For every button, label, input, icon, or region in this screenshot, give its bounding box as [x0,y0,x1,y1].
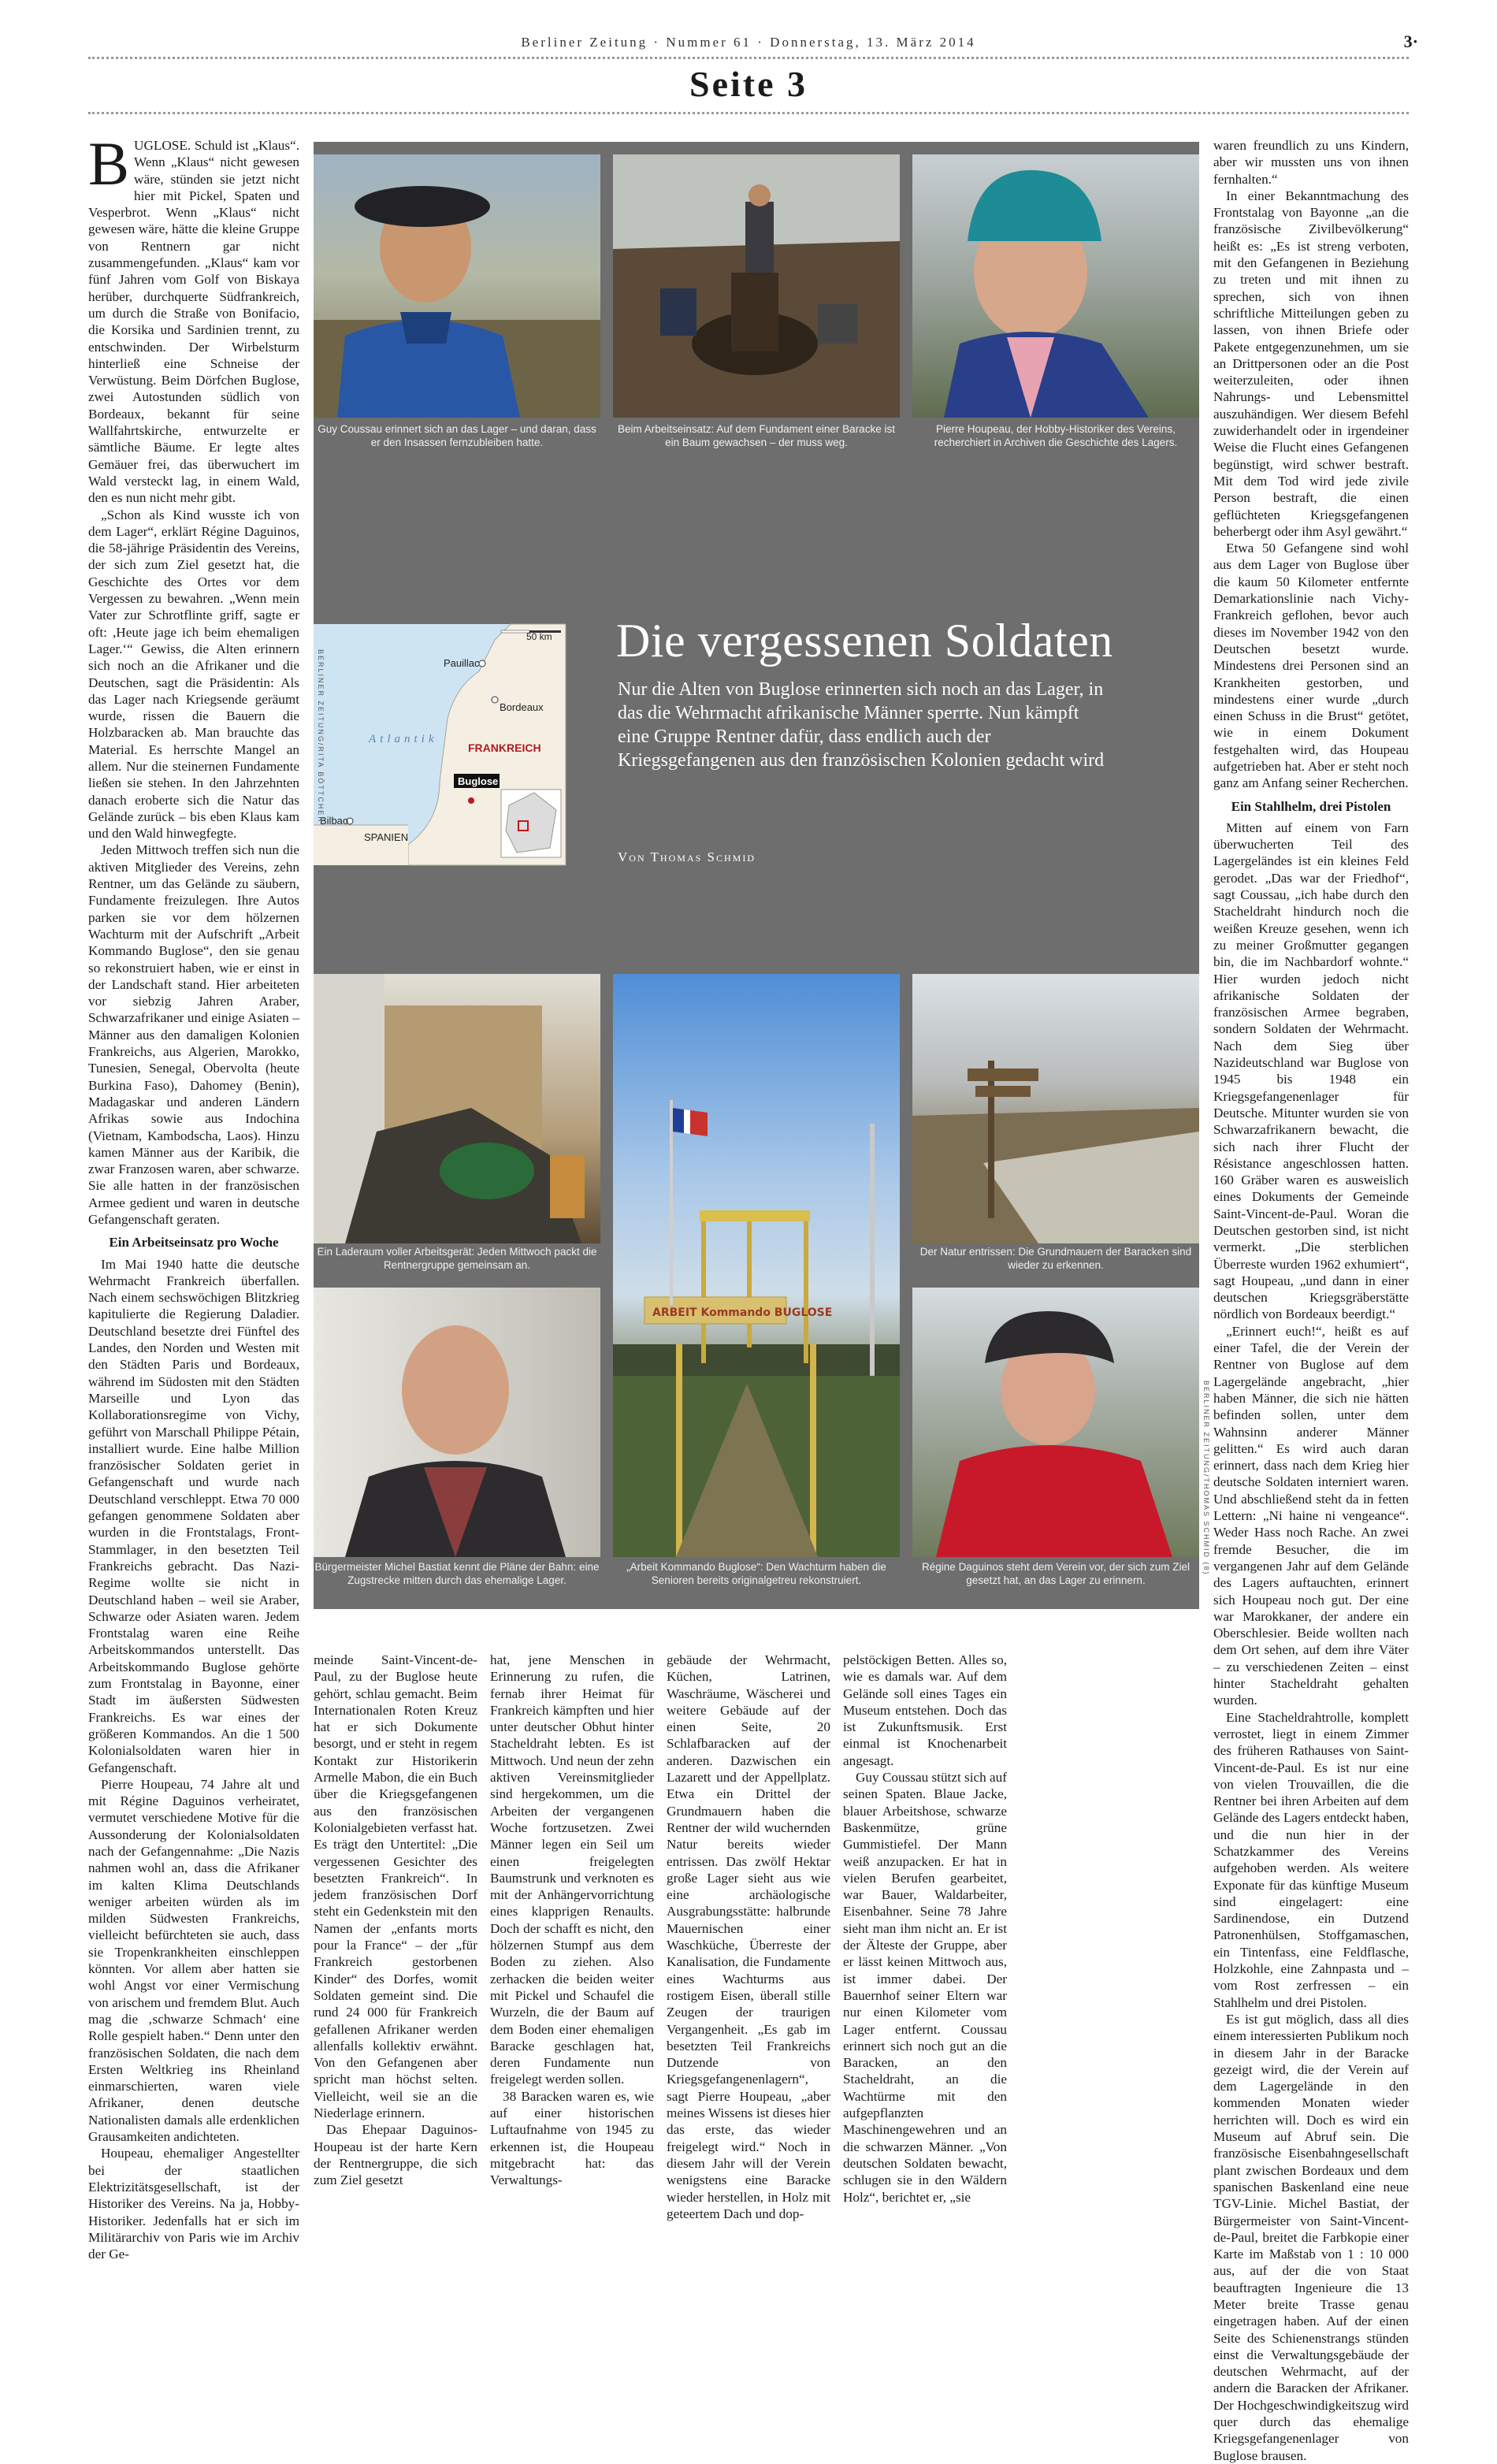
article-column-3: hat, jene Menschen in Erinnerung zu rufen, die fernab ihrer Heimat für Frankreich kämpften und hier unter deutscher Obhut hinter Stacheldraht lebten. Es ist Mittwoch. Und neun der zehn aktiven Vereinsmitglieder sind hergekommen, um die Arbeiten der vergangenen Woche fortzusetzen. Zwei Männer legen ein Seil um einen freigelegten Baumstrunk und verknoten es mit der Anhängervorrichtung eines klapprigen Renaults. Doch der schafft es nicht, den hölzernen Stumpf aus dem Boden zu ziehen. Also zerhacken die beiden weiter mit Pickel und Schaufel die Wurzeln, die der Baum auf dem Boden einer ehemaligen Baracke geschlagen hat, deren Fundamente nun freigelegt werden sollen. 38 Baracken waren es, wie auf einer historischen Luftaufnahme von 1945 zu erkennen ist, die Houpeau mitgebracht hat: das Verwaltungs- [490,1652,654,2188]
caption-photo-8: Régine Daguinos steht dem Verein vor, der sich zum Ziel gesetzt hat, an das Lager zu erinnern. [922,1561,1190,1586]
map-city-bordeaux: Bordeaux [500,701,544,713]
map-sea-label: Atlantik [369,733,438,745]
article-column-1: BUGLOSE. Schuld ist „Klaus“. Wenn „Klaus“ nicht gewesen wäre, stünden sie jetzt nicht hier mit Pickel, Spaten und Vesperbrot. Wenn „Klaus“ nicht gewesen wäre, hätte die kleine Gruppe von Rentnern gar nicht zusammengefunden. „Klaus“ kam vor fünf Jahren vom Golf von Biskaya herüber, durchquerte Südfrankreich, um durch die Straße von Bonifacio, die Korsika und Sardinien trennt, zu entschwinden. Der Wirbelsturm hinterließ eine Schneise der Verwüstung. Beim Dörfchen Buglose, zwei Autostunden südlich von Bordeaux, bekannt für seine Wallfahrtskirche, entwurzelte er sämtliche Bäume. Er legte altes Gemäuer frei, das überwuchert im Wald versteckt lag, in einem Wald, den es nun nicht mehr gibt. „Schon als Kind wusste ich von dem Lager“, erklärt Régine Daguinos, die 58-jährige Präsidentin des Vereins, der sich zum Ziel gesetzt hat, die Geschichte des Ortes vor dem Vergessen zu bewahren. „Wenn mein Vater zur Schrotflinte griff, sagte er oft: ,Heute jage ich beim ehemaligen Lager.‘“ Gewiss, die Alten erinnern sich noch an die Afrikaner und die Deutschen, sagt die Präsidentin: Als das Lager nach Kriegsende geräumt wurde, rissen die Bauern die Holzbaracken ab. Man brauchte das Material. Es herrschte Mangel an allem. Nur die steinernen Fundamente ließen sie stehen. In den Jahrzehnten danach eroberte sich die Natur das Gelände zurück – bis eben Klaus kam und den Wald hinwegfegte. Jeden Mittwoch treffen sich nun die aktiven Mitglieder des Vereins, zehn Rentner, um das Gelände zu säubern, Fundamente freizulegen. Ihre Autos parken sie vor dem hölzernen Wachturm mit der Aufschrift „Arbeit Kommando Buglose“, den sie genau so rekonstruiert haben, wie er einst in der Landschaft stand. Hier arbeiteten vor siebzig Jahren Araber, Schwarzafrikaner und einige Asiaten – Männer aus den damaligen Kolonien Frankreichs, aus Algerien, Marokko, Tunesien, Senegal, Obervolta (heute Burkina Faso), Dahomey (Benin), Madagaskar und anderen Ländern Afrikas sowie aus Indochina (Vietnam, Kambodscha, Laos). Hinzu kamen Männer aus der Karibik, die zwar Franzosen waren, aber schwarze. Sie alle hatten in der französischen Armee gedient und waren in deutsche Gefangenschaft geraten. Ein Arbeitseinsatz pro Woche Im Mai 1940 hatte die deutsche Wehrmacht Frankreich überfallen. Nach einem sechswöchigen Blitzkrieg kapitulierte die Regierung Daladier. Deutschland besetzte drei Fünftel des Landes, den Norden und Westen mit den Städten Paris und Bordeaux, während im Südosten mit den Städten Marseille und Lyon das Kollaborationsregime von Vichy, geführt von Marschall Philippe Pétain, installiert wurde. Eine halbe Million französischer Soldaten geriet in Gefangenschaft und wurde nach Deutschland verschleppt. Etwa 70 000 gefangen genommene Soldaten aber wurden in die Frontstalags, Front-Stammlager, in den besetzten Teil Frankreichs gebracht. Das Nazi-Regime wollte sie nicht in Deutschland haben – weil sie Araber, Schwarze oder Asiaten waren. Jedem Frontstalag waren eine Reihe Arbeitskommandos unterstellt. Das Arbeitskommando Buglose gehörte zum Frontstalag in Bayonne, einer Stadt im äußersten Südwesten Frankreichs. Es war eines der größeren Kommandos. An die 1 500 Kolonialsoldaten waren hier in Gefangenschaft. Pierre Houpeau, 74 Jahre alt und mit Régine Daguinos verheiratet, vermutet verschiedene Motive für die Aussonderung der Kolonialsoldaten nach der Gefangennahme: „Die Nazis nahmen wohl an, dass die Afrikaner im kalten Klima Deutschlands weniger arbeiten würden als im milden Südwesten Frankreichs, vielleicht befürchteten sie auch, dass sie Tropenkrankheiten einschleppen könnten. Vor allem aber hatten sie wohl Angst vor einer Vermischung von arischem und fremdem Blut. Auch mag die ‚schwarze Schmach‘ eine Rolle gespielt haben.“ Denn unter den französischen Soldaten, die nach dem Ersten Weltkrieg ins Rheinland einmarschierten, waren viele Afrikaner, denen deutsche Nationalisten damals alle erdenklichen Grausamkeiten andichteten. Houpeau, ehemaliger Angestellter bei der staatlichen Elektrizitätsgesellschaft, ist der Historiker des Vereins. Na ja, Hobby-Historiker. Jedenfalls hat er sich im Militärarchiv von Paris wie im Archiv der Ge- [88,129,299,2262]
caption-photo-3: Pierre Houpeau, der Hobby-Historiker des Vereins, recherchiert in Archiven die Geschichte des Lagers. [934,423,1178,448]
map-credit: BERLINER ZEITUNG/RITA BÖTTCHER [317,649,325,823]
subheading-arbeitseinsatz: Ein Arbeitseinsatz pro Woche [109,1235,279,1251]
subheading-stahlhelm: Ein Stahlhelm, drei Pistolen [1231,798,1391,814]
rule-dotted-bottom [88,112,1409,114]
caption-photo-2: Beim Arbeitseinsatz: Auf dem Fundament einer Baracke ist ein Baum gewachsen – der muss weg. [618,423,895,448]
map-frankreich [314,624,566,865]
caption-photo-1: Guy Coussau erinnert sich an das Lager – und daran, dass er den Insassen fernzubleiben hatte. [318,423,596,448]
photo-laderaum-art [314,974,600,1243]
photo-pierre-houpeau-art [912,154,1199,418]
feature-box [314,142,1199,976]
photo-laderaum [314,974,600,1243]
tower-sign: ARBEIT Kommando BUGLOSE [652,1306,833,1319]
caption-photo-7: Bürgermeister Michel Bastiat kennt die Pläne der Bahn: eine Zugstrecke mitten durch das ehemalige Lager. [314,1561,600,1586]
photo-buergermeister-art [314,1288,600,1557]
folio-line: Berliner Zeitung · Nummer 61 · Donnerstag, 13. März 2014 [521,35,976,50]
article-column-5: pelstöckigen Betten. Alles so, wie es damals war. Auf dem Gelände soll eines Tages ein Museum entstehen. Doch das ist Zukunftsmusik. Erst einmal ist Knochenarbeit angesagt. Guy Coussau stützt sich auf seinen Spaten. Blaue Jacke, blauer Arbeitshose, schwarze Baskenmütze, grüne Gummistiefel. Der Mann weiß anzupacken. Er hat in vielen Berufen gearbeitet, war Bauer, Waldarbeiter, Eisenbahner. Seine 78 Jahre sieht man ihm nicht an. Er ist der Älteste der Gruppe, aber er lässt keinen Mittwoch aus, ist immer dabei. Der Bauernhof seiner Eltern war nur einen Kilometer vom Lager entfernt. Coussau erinnert sich noch gut an die Baracken, an den Stacheldraht, an die Wachtürme mit den aufgepflanzten Maschinengewehren und an die schwarzen Männer. „Von deutschen Soldaten bewacht, schlugen sie in den Wäldern Holz“, berichtet er, „sie [843,1652,1007,2205]
photo-grundmauern [912,974,1199,1243]
article-column-6: waren freundlich zu uns Kindern, aber wir mussten uns von ihnen fernhalten.“ In einer Bekanntmachung des Frontstalag von Bayonne „an die französische Zivilbevölkerung“ heißt es: „Es ist streng verboten, mit den Gefangenen in Beziehung zu treten und mit ihnen zu sprechen, sich von ihnen schriftliche Mitteilungen geben zu lassen, von ihnen Briefe oder Pakete entgegenzunehmen, um sie an Drittpersonen oder an die Post weiterzuleiten, oder ihnen Nahrungs- und Lebensmittel auszuhändigen. Wer diesem Befehl zuwiderhandelt oder in irgendeiner Weise die Flucht eines Gefangenen begünstigt, wird schwer bestraft. Mit dem Tod wird jede zivile Person bestraft, die einen geflüchteten Kriegsgefangenen beherbergt oder ihm Asyl gewährt.“ Etwa 50 Gefangene sind wohl aus dem Lager von Buglose über die kaum 50 Kilometer entfernte Demarkationslinie nach Vichy-Frankreich geflohen, bevor auch dieses im November 1942 von den Deutschen besetzt wurde. Mindestens drei Personen sind an Krankheiten gestorben, und mindestens einer wurde „durch einen Schuss in die Brust“ getötet, wie in einem Dokument festgehalten wird, das Houpeau aufgetrieben hat. Aber er steht noch ganz am Anfang seiner Recherchen. Ein Stahlhelm, drei Pistolen Mitten auf einem von Farn überwucherten Teil des Lagergeländes ist ein kleines Feld gerodet. „Das war der Friedhof“, sagt Coussau, „ich habe durch den Stacheldraht hindurch noch die weißen Kreuze gesehen, wenn ich zu meiner Großmutter gegangen bin, die im Nachbardorf wohnte.“ Hier wurden jedoch nicht afrikanische Soldaten der französischen Armee begraben, sondern Soldaten der Wehrmacht. Nach dem Sieg über Nazideutschland war Buglose von 1945 bis 1948 ein Kriegsgefangenenlager für Deutsche. Mitunter wurden sie von Schwarzafrikanern bewacht, die sich nach ihrer Flucht der Résistance angeschlossen hatten. 160 Gräber waren es ausweislich eines Dokuments der Gemeinde Saint-Vincent-de-Paul. Woran die Deutschen gestorben sind, ist nicht vermerkt. „Die sterblichen Überreste wurden 1962 exhumiert“, sagt Houpeau, „und dann in einer deutschen Kriegsgräberstätte nördlich von Bordeaux beerdigt.“ „Erinnert euch!“, heißt es auf einer Tafel, die der Verein der Rentner von Buglose auf dem Lagergelände angebracht, „hier haben Männer, die sich nie hätten befinden sollen, unter dem Wahnsinn anderer Männer gelitten.“ Es wird auch daran erinnert, dass nach dem Krieg hier deutsche Soldaten interniert waren. Und abschließend steht da in fetten Lettern: „Ni haine ni vengeance“. Weder Hass noch Rache. An zwei fremde Besucher, die im vergangenen Jahr auf dem Gelände des Lagers auftauchten, erinnert sich Houpeau noch gut. Der eine war Marokkaner, der andere ein Oberschlesier. Beide wollten nach dem Ort sehen, auf dem ihre Väter – zu verschiedenen Zeiten – einst hinter Stacheldraht gehalten wurden. Eine Stacheldrahtrolle, komplett verrostet, liegt in einem Zimmer des früheren Rathauses von Saint-Vincent-de-Paul. Es ist nur eine von vielen Trouvaillen, die die Rentner bei ihren Arbeiten auf dem Gelände des Lagers entdeckt haben, und die nun hier in der Schatzkammer des Vereins aufgehoben werden. Als weitere Exponate für das künftige Museum sind eingelagert: eine Sardinendose, ein Dutzend Patronenhülsen, Stoffgamaschen, ein Tintenfass, eine Feldflasche, Holzkohle, eine Zahnpasta und – vom Rost zerfressen – ein Stahlhelm und drei Pistolen. Es ist gut möglich, dass all dies einem interessierten Publikum noch in diesem Jahr in der Baracke gezeigt wird, die der Verein auf dem Lagergelände in den kommenden Monaten wieder herrichten will. Doch es wird ein Museum auf Abruf sein. Die französische Eisenbahngesellschaft plant zwischen Bordeaux und dem spanischen Baskenland eine neue TGV-Linie. Michel Bastiat, der Bürgermeister von Saint-Vincent-de-Paul, breitet die Farbkopie einer Karte im Maßstab von 1 : 10 000 aus, auf der die von Staat beauftragten Ingenieure die 13 Meter breite Trasse genau eingetragen haben. Auf der einen Seite des Schienenstrangs stünden einst die Verwaltungsgebäude der deutschen Wehrmacht, auf der andern die Baracken der Afrikaner. Der Hochgeschwindigkeitszug wird quer durch das ehemalige Kriegsgefangenenlager von Buglose brausen. [1213,138,1409,2463]
photo-regine-daguinos-art [912,1288,1199,1557]
photo-buergermeister [314,1288,600,1557]
caption-photo-6: Der Natur entrissen: Die Grundmauern der Baracken sind wieder zu erkennen. [919,1246,1192,1271]
photo-guy-coussau-art [314,154,600,418]
map-city-bilbao: Bilbao [320,815,349,827]
page-number: 3· [1403,32,1418,51]
map-scale: 50 km [526,631,552,642]
photo-pierre-houpeau [912,154,1199,418]
photo-guy-coussau [314,154,600,418]
photo-wachturm-art [613,974,900,1557]
map-city-pauillac: Pauillac [444,657,480,669]
section-title: Seite 3 [689,64,808,104]
map-country-label: FRANKREICH [468,741,541,754]
rule-dotted-top [88,57,1409,59]
photo-arbeitseinsatz-art [613,154,900,418]
map-marker-label: Buglose [458,775,499,787]
map-spain-label: SPANIEN [364,831,409,843]
photo-credit: BERLINER ZEITUNG/THOMAS SCHMID (8) [1202,1381,1210,1576]
caption-photo-4: Ein Laderaum voller Arbeitsgerät: Jeden Mittwoch packt die Rentnergruppe gemeinsam an. [317,1246,597,1271]
photo-arbeitseinsatz [613,154,900,418]
article-column-2: meinde Saint-Vincent-de-Paul, zu der Buglose heute gehört, schlau gemacht. Beim Internationalen Roten Kreuz hat er sich Dokumente besorgt, und er steht in regem Kontakt zur Historikerin Armelle Mabon, die ein Buch über die Kriegsgefangenen aus den französischen Kolonialgebieten verfasst hat. Es trägt den Untertitel: „Die vergessenen Gesichter des besetzten Frankreich“. In jedem französischen Dorf steht ein Gedenkstein mit den Namen der „enfants morts pour la France“ – der „für Frankreich gestorbenen Kinder“ des Dorfes, womit Soldaten gemeint sind. Die rund 24 000 für Frankreich gefallenen Afrikaner werden allenfalls kollektiv erwähnt. Von den Gefangenen aber spricht man höchst selten. Vielleicht, weil sie an die Niederlage erinnern. Das Ehepaar Daguinos-Houpeau ist der harte Kern der Rentnergruppe, die sich zum Ziel gesetzt [314,1652,477,2188]
photo-grundmauern-art [912,974,1199,1243]
byline: Von Thomas Schmid [618,849,756,864]
headline: Die vergessenen Soldaten [616,615,1113,667]
article-column-4: gebäude der Wehrmacht, Küchen, Latrinen, Waschräume, Wäscherei und weitere Gebäude auf der einen Seite, 20 Schlafbaracken auf der anderen. Dazwischen ein Lazarett und der Appellplatz. Etwa ein Drittel der Grundmauern haben die Rentner der wild wuchernden Natur bereits wieder entrissen. Das zwölf Hektar große Lager sieht aus wie eine archäologische Ausgrabungsstätte: halbrunde Mauernischen einer Waschküche, Überreste der Kanalisation, die Fundamente eines Wachturms aus rostigem Eisen, überall stille Zeugen der traurigen Vergangenheit. „Es gab im besetzten Teil Frankreichs Dutzende von Kriegsgefangenenlagern“, sagt Pierre Houpeau, „aber meines Wissens ist dieses hier das erste, das wieder freigelegt wird.“ Noch in diesem Jahr will der Verein wenigstens eine Baracke wieder herstellen, in Holz mit geteertem Dach und dop- [667,1652,830,2221]
map-box [314,624,566,865]
photo-wachturm [613,974,900,1557]
subheadline: Nur die Alten von Buglose erinnerten sich noch an das Lager, in das die Wehrmacht afrikanische Männer sperrte. Nun kämpft eine Gruppe Rentner dafür, dass endlich auch der Kriegsgefangenen aus den französischen Kolonien gedacht wird [618,679,1105,771]
drop-cap: B [88,129,130,198]
caption-photo-5: „Arbeit Kommando Buglose“: Den Wachturm haben die Senioren bereits originalgetreu rekonstruiert. [626,1561,886,1586]
photo-regine-daguinos [912,1288,1199,1557]
